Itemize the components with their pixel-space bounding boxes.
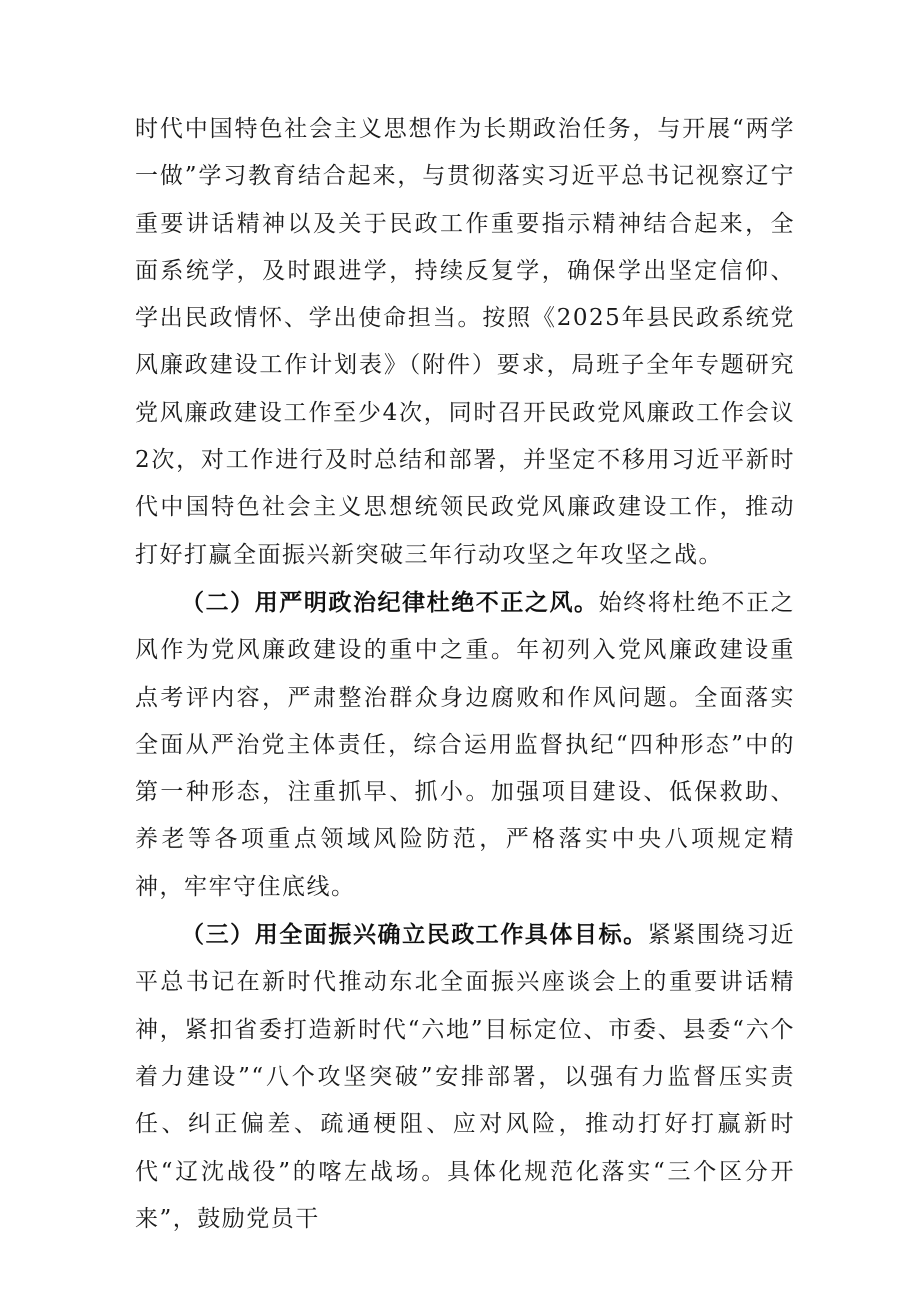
section-heading-3: （三）用全面振兴确立民政工作具体目标。 xyxy=(181,921,648,949)
paragraph-2 xyxy=(135,579,795,911)
paragraph-3-text: 紧紧围绕习近平总书记在新时代推动东北全面振兴座谈会上的重要讲话精神，紧扣省委打造新时代“六地”目标定位、市委、县委“六个着力建设”“八个攻坚突破”安排部署，以强有力监督压实责任、纠正偏差、疏通梗阻、应对风险，推动打好打赢新时代“辽沈战役”的喀左战场。具体化规范化落实“三个区分开来”，鼓励党员干 xyxy=(135,922,795,1232)
paragraph-1 xyxy=(135,106,795,579)
paragraph-1-text: 时代中国特色社会主义思想作为长期政治任务，与开展“两学一做”学习教育结合起来，与贯彻落实习近平总书记视察辽宁重要讲话精神以及关于民政工作重要指示精神结合起来，全面系统学，及时跟进学，持续反复学，确保学出坚定信仰、学出民政情怀、学出使命担当。按照《2025年县民政系统党风廉政建设工作计划表》（附件）要求，局班子全年专题研究党风廉政建设工作至少4次，同时召开民政党风廉政工作会议2次，对工作进行及时总结和部署，并坚定不移用习近平新时代中国特色社会主义思想统领民政党风廉政建设工作，推动打好打赢全面振兴新突破三年行动攻坚之年攻坚之战。 xyxy=(135,116,795,568)
section-heading-2: （二）用严明政治纪律杜绝不正之风。 xyxy=(181,588,599,616)
document-body xyxy=(135,106,795,1243)
paragraph-2-text: 始终将杜绝不正之风作为党风廉政建设的重中之重。年初列入党风廉政建设重点考评内容，严肃整治群众身边腐败和作风问题。全面落实全面从严治党主体责任，综合运用监督执纪“四种形态”中的第一种形态，注重抓早、抓小。加强项目建设、低保救助、养老等各项重点领域风险防范，严格落实中央八项规定精神，牢牢守住底线。 xyxy=(135,589,795,900)
paragraph-3 xyxy=(135,911,795,1243)
